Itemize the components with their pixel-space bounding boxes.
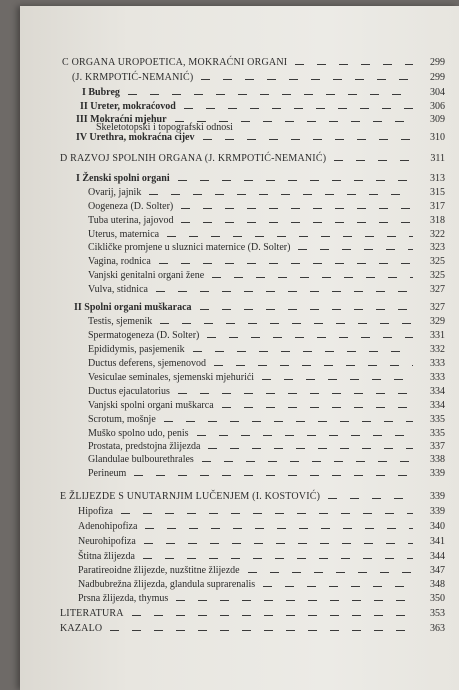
toc-page-number: 318 — [430, 215, 445, 226]
toc-entry — [78, 535, 445, 547]
leader-dashes — [128, 94, 413, 95]
toc-entry-title: Tuba uterina, jajovod — [88, 215, 174, 226]
toc-entry — [78, 564, 445, 576]
leader-dashes — [212, 277, 413, 278]
toc-entry-title: Vanjski spolni organi muškarca — [88, 400, 214, 411]
book-page — [20, 6, 459, 690]
toc-page-number: 317 — [430, 201, 445, 212]
toc-entry-title: C ORGANA UROPOETICA, MOKRAĆNI ORGANI — [62, 57, 288, 68]
toc-page-number: 363 — [430, 623, 445, 634]
toc-entry — [80, 100, 445, 112]
toc-entry — [88, 200, 445, 212]
toc-entry-title: Scrotum, mošnje — [88, 414, 156, 425]
toc-entry-title: Nadbubrežna žlijezda, glandula suprarenalis — [78, 579, 256, 590]
leader-dashes — [248, 572, 413, 573]
toc-entry-title: Neurohipofiza — [78, 536, 136, 547]
toc-entry — [88, 385, 445, 397]
toc-entry — [88, 413, 445, 425]
leader-dashes — [263, 586, 413, 587]
toc-entry — [88, 427, 445, 439]
leader-dashes — [193, 351, 413, 352]
toc-entry-title: Vulva, stidnica — [88, 284, 148, 295]
toc-page-number: 309 — [430, 114, 445, 125]
toc-entry — [88, 214, 445, 226]
toc-page-number: 333 — [430, 358, 445, 369]
toc-page-number: 347 — [430, 565, 445, 576]
toc-entry — [72, 71, 445, 83]
toc-entry-title: Cikličke promjene u sluznici maternice (D. Solter) — [88, 242, 291, 253]
toc-entry-title: KAZALO — [60, 623, 103, 634]
leader-dashes — [214, 365, 413, 366]
leader-dashes — [201, 79, 413, 80]
leader-dashes — [178, 393, 413, 394]
toc-entry-title: IV Urethra, mokraćna cijev — [76, 132, 195, 143]
toc-page-number: 339 — [430, 491, 445, 502]
toc-section-e — [60, 490, 445, 502]
toc-entry — [60, 622, 445, 634]
toc-entry-title: (J. KRMPOTIĆ-NEMANIĆ) — [72, 72, 194, 83]
toc-page-number: 344 — [430, 551, 445, 562]
toc-entry-title: LITERATURA — [60, 608, 124, 619]
leader-dashes — [132, 615, 413, 616]
toc-entry — [78, 550, 445, 562]
toc-page-number: 337 — [430, 441, 445, 452]
leader-dashes — [262, 379, 413, 380]
toc-entry — [82, 86, 445, 98]
leader-dashes — [159, 263, 413, 264]
toc-entry — [88, 399, 445, 411]
toc-entry-title: Glandulae bulbourethrales — [88, 454, 194, 465]
toc-entry-title: E ŽLIJEZDE S UNUTARNJIM LUČENJEM (I. KOSTOVIĆ) — [60, 491, 321, 502]
leader-dashes — [156, 291, 413, 292]
toc-entry-title: Štitna žlijezda — [78, 551, 135, 562]
toc-page-number: 304 — [430, 87, 445, 98]
toc-entry — [88, 467, 445, 479]
toc-entry — [78, 592, 445, 604]
toc-page-number: 323 — [430, 242, 445, 253]
toc-entry-title: Vagina, rodnica — [88, 256, 151, 267]
leader-dashes — [144, 543, 413, 544]
toc-page-number: 311 — [430, 153, 445, 164]
toc-entry — [78, 505, 445, 517]
leader-dashes — [203, 139, 414, 140]
leader-dashes — [164, 421, 413, 422]
toc-entry — [76, 172, 445, 184]
toc-section-d — [60, 152, 445, 164]
toc-page-number: 327 — [430, 284, 445, 295]
leader-dashes — [208, 448, 413, 449]
toc-entry — [88, 329, 445, 341]
leader-dashes — [149, 194, 413, 195]
toc-entry-title: Vanjski genitalni organi žene — [88, 270, 205, 281]
toc-page-number: 329 — [430, 316, 445, 327]
leader-dashes — [298, 249, 413, 250]
table-of-contents — [20, 6, 459, 690]
toc-page-number: 325 — [430, 270, 445, 281]
leader-dashes — [178, 180, 413, 181]
leader-dashes — [200, 309, 413, 310]
toc-entry — [88, 357, 445, 369]
leader-dashes — [134, 475, 413, 476]
leader-dashes — [181, 208, 413, 209]
toc-page-number: 322 — [430, 229, 445, 240]
toc-entry — [88, 269, 445, 281]
toc-page-number: 338 — [430, 454, 445, 465]
leader-dashes — [181, 222, 413, 223]
toc-page-number: 334 — [430, 400, 445, 411]
toc-entry — [88, 186, 445, 198]
toc-entry-title: I Ženski spolni organi — [76, 173, 170, 184]
toc-entry-title: Adenohipofiza — [78, 521, 138, 532]
toc-page-number: 339 — [430, 506, 445, 517]
toc-entry-title: Epididymis, pasjemenik — [88, 344, 185, 355]
toc-page-number: 331 — [430, 330, 445, 341]
toc-entry-title: Hipofiza — [78, 506, 113, 517]
toc-entry-title: Spermatogeneza (D. Solter) — [88, 330, 200, 341]
toc-entry-title: D RAZVOJ SPOLNIH ORGANA (J. KRMPOTIĆ-NEMANIĆ) — [60, 153, 327, 164]
toc-section-c — [62, 56, 445, 68]
toc-page-number: 334 — [430, 386, 445, 397]
toc-entry-title: I Bubreg — [82, 87, 120, 98]
toc-entry-title: Vesiculae seminales, sjemenski mjehurići — [88, 372, 255, 383]
toc-entry-title: Ovarij, jajnik — [88, 187, 142, 198]
toc-page-number: 335 — [430, 414, 445, 425]
toc-entry-title: III Mokraćni mjehur — [76, 114, 167, 125]
toc-page-number: 306 — [430, 101, 445, 112]
toc-entry — [88, 315, 445, 327]
toc-entry — [88, 453, 445, 465]
leader-dashes — [143, 558, 413, 559]
toc-page-number: 310 — [430, 132, 445, 143]
leader-dashes — [160, 323, 413, 324]
toc-entry — [78, 520, 445, 532]
toc-entry — [88, 228, 445, 240]
toc-entry-title: II Ureter, mokraćovod — [80, 101, 176, 112]
toc-page-number: 327 — [430, 302, 445, 313]
toc-entry-title: Ductus deferens, sjemenovod — [88, 358, 207, 369]
toc-page-number: 339 — [430, 468, 445, 479]
toc-page-number: 325 — [430, 256, 445, 267]
toc-entry — [74, 301, 445, 313]
toc-entry — [88, 440, 445, 452]
toc-entry — [60, 607, 445, 619]
toc-entry-title: Prostata, predstojna žlijezda — [88, 441, 201, 452]
leader-dashes — [222, 407, 413, 408]
toc-entry-title: Testis, sjemenik — [88, 316, 153, 327]
toc-entry-title: Skeletotopski i topografski odnosi — [96, 122, 233, 133]
toc-entry — [76, 131, 445, 143]
leader-dashes — [176, 600, 413, 601]
leader-dashes — [241, 129, 413, 130]
toc-entry — [88, 343, 445, 355]
leader-dashes — [167, 236, 413, 237]
toc-entry-title: Oogeneza (D. Solter) — [88, 201, 174, 212]
toc-page-number: 315 — [430, 187, 445, 198]
toc-entry-title: Muško spolno udo, penis — [88, 428, 189, 439]
toc-page-number: 299 — [430, 72, 445, 83]
toc-page-number: 313 — [430, 173, 445, 184]
leader-dashes — [334, 160, 413, 161]
toc-entry-title: Perineum — [88, 468, 127, 479]
leader-dashes — [207, 337, 413, 338]
toc-page-number: 350 — [430, 593, 445, 604]
toc-entry-title: Ductus ejaculatorius — [88, 386, 170, 397]
leader-dashes — [295, 64, 413, 65]
toc-page-number: 333 — [430, 372, 445, 383]
leader-dashes — [184, 108, 413, 109]
leader-dashes — [328, 498, 413, 499]
toc-entry-title: Uterus, maternica — [88, 229, 160, 240]
toc-entry-title: Prsna žlijezda, thymus — [78, 593, 169, 604]
leader-dashes — [110, 630, 413, 631]
toc-entry — [88, 241, 445, 253]
toc-page-number: 353 — [430, 608, 445, 619]
leader-dashes — [202, 461, 413, 462]
toc-page-number: 332 — [430, 344, 445, 355]
toc-page-number: 348 — [430, 579, 445, 590]
leader-dashes — [197, 435, 413, 436]
toc-entry-title: Paratireoidne žlijezde, nuzštitne žlijezde — [78, 565, 240, 576]
toc-entry — [88, 371, 445, 383]
toc-entry — [88, 283, 445, 295]
leader-dashes — [145, 528, 413, 529]
toc-page-number: 340 — [430, 521, 445, 532]
leader-dashes — [121, 513, 413, 514]
toc-entry — [78, 578, 445, 590]
toc-entry-title: II Spolni organi muškaraca — [74, 302, 192, 313]
toc-page-number: 335 — [430, 428, 445, 439]
toc-page-number: 341 — [430, 536, 445, 547]
toc-page-number: 299 — [430, 57, 445, 68]
toc-entry — [88, 255, 445, 267]
